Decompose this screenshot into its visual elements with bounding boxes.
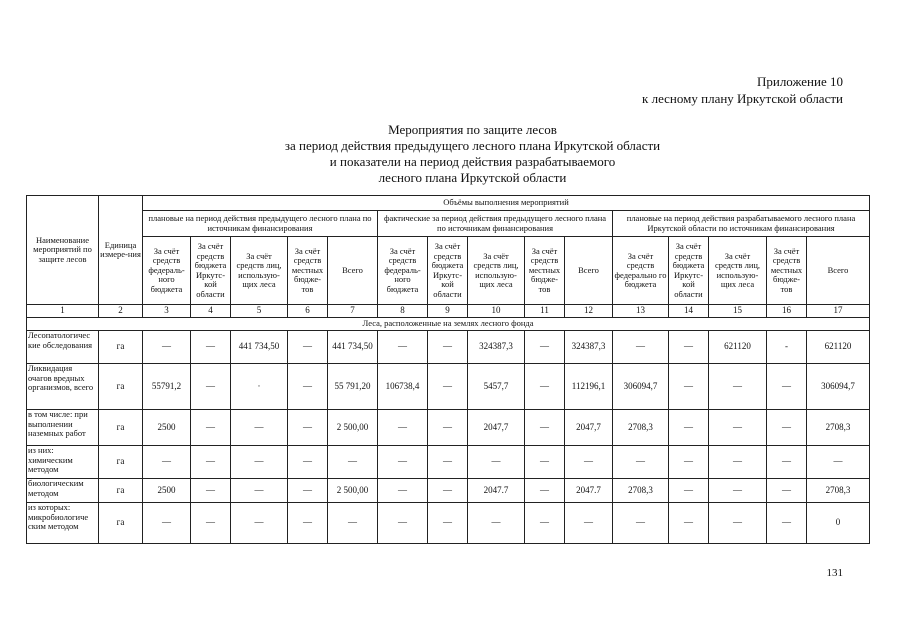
row-unit: га — [99, 446, 143, 479]
appendix-heading — [642, 73, 843, 107]
table-cell: - — [767, 331, 807, 364]
table-cell: 2500 — [143, 479, 191, 503]
table-cell: 2047,7 — [565, 410, 613, 446]
row-name: из них: химическим методом — [27, 446, 99, 479]
row-unit: га — [99, 331, 143, 364]
table-cell: 621120 — [709, 331, 767, 364]
column-number-row — [27, 305, 870, 318]
table-cell: 2708,3 — [807, 479, 870, 503]
table-cell: — — [191, 446, 231, 479]
measures-table — [26, 195, 870, 544]
header-local: За счёт средств местных бюдже-тов — [767, 237, 807, 305]
table-cell: — — [288, 446, 328, 479]
table-cell: — — [565, 446, 613, 479]
column-number: 12 — [565, 305, 613, 318]
header-total: Всего — [328, 237, 378, 305]
table-row — [27, 446, 870, 479]
header-volumes: Объёмы выполнения мероприятий — [143, 196, 870, 211]
table-cell: — — [669, 364, 709, 410]
row-name: биологическим методом — [27, 479, 99, 503]
table-cell: — — [525, 479, 565, 503]
column-number: 9 — [428, 305, 468, 318]
table-cell: — — [428, 479, 468, 503]
table-cell: — — [378, 503, 428, 544]
table-cell: — — [669, 503, 709, 544]
table-cell: — — [231, 479, 288, 503]
header-total: Всего — [565, 237, 613, 305]
table-cell: — — [767, 364, 807, 410]
table-cell: 324387,3 — [565, 331, 613, 364]
table-cell: 441 734,50 — [328, 331, 378, 364]
header-federal: За счёт средств федераль-ного бюджета — [143, 237, 191, 305]
page-number: 131 — [826, 567, 843, 579]
table-cell: — — [525, 410, 565, 446]
table-cell: 112196,1 — [565, 364, 613, 410]
table-cell: — — [288, 410, 328, 446]
title-line: и показатели на период действия разрабатываемого — [329, 154, 616, 169]
column-number: 4 — [191, 305, 231, 318]
table-cell: 621120 — [807, 331, 870, 364]
table-cell: — — [669, 410, 709, 446]
row-unit: га — [99, 503, 143, 544]
table-cell: — — [807, 446, 870, 479]
table-cell: — — [288, 479, 328, 503]
table-cell: — — [709, 503, 767, 544]
table-cell: — — [428, 331, 468, 364]
header-total: Всего — [807, 237, 870, 305]
table-cell: — — [378, 410, 428, 446]
document-title — [0, 122, 905, 186]
header-users: За счёт средств лиц, использую-щих леса — [231, 237, 288, 305]
column-number: 7 — [328, 305, 378, 318]
row-name: в том числе: при выполнении наземных работ — [27, 410, 99, 446]
table-row — [27, 410, 870, 446]
table-cell: 2047.7 — [565, 479, 613, 503]
section-title: Леса, расположенные на землях лесного фонда — [27, 318, 870, 331]
table-cell: — — [191, 331, 231, 364]
table-cell: — — [709, 410, 767, 446]
column-number: 11 — [525, 305, 565, 318]
column-number: 10 — [468, 305, 525, 318]
column-number: 15 — [709, 305, 767, 318]
table-cell: — — [767, 410, 807, 446]
header-name: Наименование мероприятий по защите лесов — [27, 196, 99, 305]
column-number: 16 — [767, 305, 807, 318]
table-cell: — — [428, 410, 468, 446]
table-cell: — — [378, 331, 428, 364]
table-cell: — — [378, 479, 428, 503]
column-number: 6 — [288, 305, 328, 318]
table-row — [27, 364, 870, 410]
table-cell: 2047.7 — [468, 479, 525, 503]
header-group-actual: фактические за период действия предыдущего лесного плана по источникам финансирования — [378, 211, 613, 237]
column-number: 3 — [143, 305, 191, 318]
row-name: Лесопатологичес кие обследования — [27, 331, 99, 364]
column-number: 2 — [99, 305, 143, 318]
table-cell: — — [191, 410, 231, 446]
title-line: Мероприятия по защите лесов — [388, 122, 557, 137]
table-cell: — — [288, 364, 328, 410]
table-row — [27, 331, 870, 364]
column-number: 13 — [613, 305, 669, 318]
table-cell: — — [378, 446, 428, 479]
table-cell: 55791,2 — [143, 364, 191, 410]
table-cell: — — [613, 503, 669, 544]
header-users: За счёт средств лиц, использую-щих леса — [468, 237, 525, 305]
table-cell: — — [428, 503, 468, 544]
table-cell: 2708,3 — [807, 410, 870, 446]
table-cell: — — [288, 331, 328, 364]
table-cell: — — [767, 503, 807, 544]
table-cell: — — [231, 503, 288, 544]
table-cell: — — [525, 364, 565, 410]
title-line: лесного плана Иркутской области — [378, 170, 567, 185]
table-cell: — — [709, 446, 767, 479]
table-cell: 306094,7 — [807, 364, 870, 410]
column-number: 14 — [669, 305, 709, 318]
header-federal: За счёт средств федерально го бюджета — [613, 237, 669, 305]
title-line: за период действия предыдущего лесного плана Иркутской области — [284, 138, 661, 153]
table-cell: 2047,7 — [468, 410, 525, 446]
header-regional: За счёт средств бюджета Иркутс-кой области — [191, 237, 231, 305]
table-cell: — — [191, 479, 231, 503]
table-cell: — — [143, 503, 191, 544]
header-regional: За счёт средств бюджета Иркутс-кой области — [669, 237, 709, 305]
header-federal: За счёт средств федераль-ного бюджета — [378, 237, 428, 305]
table-cell: — — [143, 446, 191, 479]
table-cell: — — [191, 503, 231, 544]
table-cell: 2500 — [143, 410, 191, 446]
table-cell: 2 500,00 — [328, 410, 378, 446]
table-cell: — — [231, 446, 288, 479]
header-group-new: плановые на период действия разрабатываемого лесного плана Иркутской области по источникам финансирования — [613, 211, 870, 237]
table-cell: 2 500,00 — [328, 479, 378, 503]
table-cell: — — [191, 364, 231, 410]
table-cell: — — [669, 331, 709, 364]
table-cell: — — [288, 503, 328, 544]
header-local: За счёт средств местных бюдже-тов — [288, 237, 328, 305]
table-cell: — — [468, 503, 525, 544]
table-cell: — — [468, 446, 525, 479]
table-cell: — — [525, 331, 565, 364]
table-cell: — — [709, 364, 767, 410]
table-row — [27, 479, 870, 503]
table-cell: · — [231, 364, 288, 410]
table-cell: — — [669, 446, 709, 479]
row-name: Ликвидация очагов вредных организмов, всего — [27, 364, 99, 410]
table-cell: — — [613, 446, 669, 479]
table-cell: — — [709, 479, 767, 503]
table-cell: — — [328, 446, 378, 479]
header-users: За счёт средств лиц, использую-щих леса — [709, 237, 767, 305]
row-unit: га — [99, 479, 143, 503]
table-cell: 324387,3 — [468, 331, 525, 364]
row-unit: га — [99, 410, 143, 446]
header-local: За счёт средств местных бюдже-тов — [525, 237, 565, 305]
table-cell: — — [428, 364, 468, 410]
header-regional: За счёт средств бюджета Иркутс-кой области — [428, 237, 468, 305]
table-cell: 441 734,50 — [231, 331, 288, 364]
table-cell: — — [328, 503, 378, 544]
appendix-label: Приложение 10 — [756, 74, 843, 89]
row-unit: га — [99, 364, 143, 410]
table-cell: — — [231, 410, 288, 446]
table-cell: 2708,3 — [613, 410, 669, 446]
table-cell: 306094,7 — [613, 364, 669, 410]
table-cell: 0 — [807, 503, 870, 544]
appendix-reference: к лесному плану Иркутской области — [642, 91, 843, 106]
table-cell: — — [565, 503, 613, 544]
column-number: 1 — [27, 305, 99, 318]
table-cell: 55 791,20 — [328, 364, 378, 410]
table-cell: 5457,7 — [468, 364, 525, 410]
table-cell: — — [767, 446, 807, 479]
table-cell: — — [669, 479, 709, 503]
table-cell: — — [767, 479, 807, 503]
table-cell: — — [428, 446, 468, 479]
table-cell: — — [143, 331, 191, 364]
table-cell: 2708,3 — [613, 479, 669, 503]
column-number: 8 — [378, 305, 428, 318]
table-cell: — — [525, 446, 565, 479]
table-cell: — — [525, 503, 565, 544]
table-row — [27, 503, 870, 544]
table-cell: 106738,4 — [378, 364, 428, 410]
column-number: 5 — [231, 305, 288, 318]
table-cell: — — [613, 331, 669, 364]
column-number: 17 — [807, 305, 870, 318]
header-group-planned: плановые на период действия предыдущего лесного плана по источникам финансирования — [143, 211, 378, 237]
row-name: из которых: микробиологиче ским методом — [27, 503, 99, 544]
header-unit: Единица измере-ния — [99, 196, 143, 305]
